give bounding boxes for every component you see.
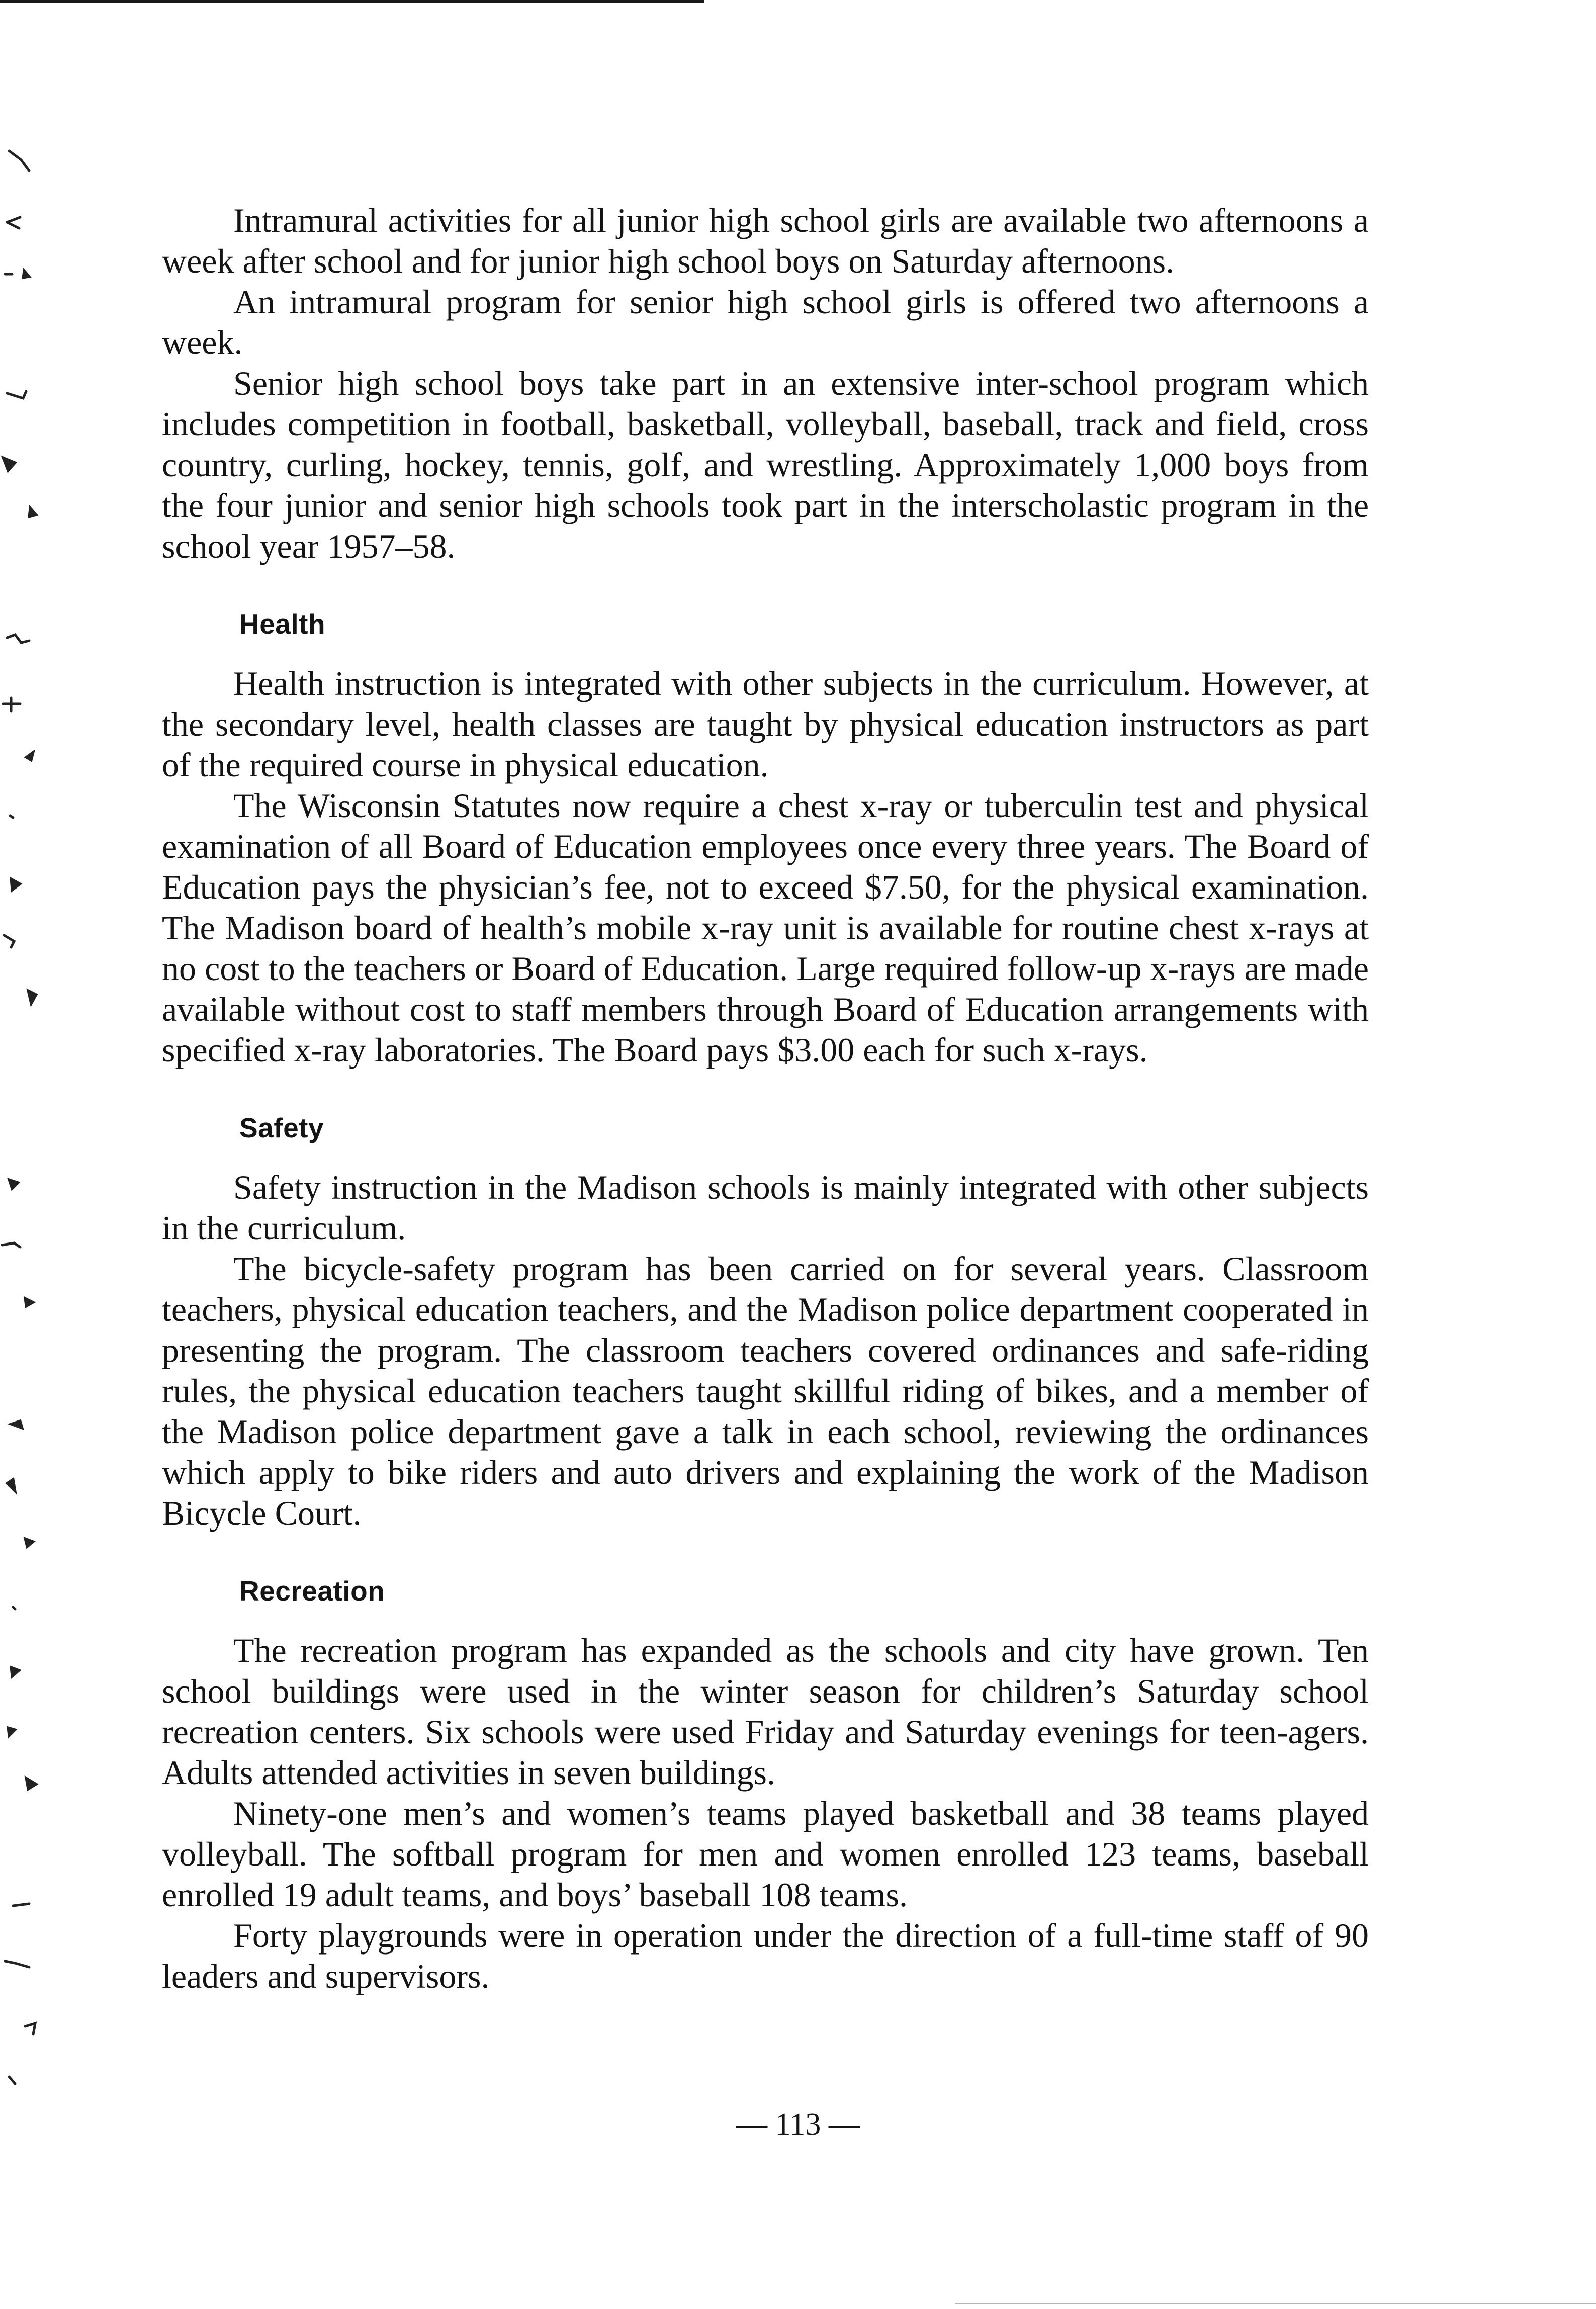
section-heading-health: Health	[239, 608, 326, 640]
safety-paragraph-2: The bicycle-safety program has been carried on for several years. Classroom teachers, physical education teachers, and the Madison police department cooperated in presenting the program. The classroom teachers covered ordinances and safe-riding rules, the physical education teachers taught skillful riding of bikes, and a member of the Madison police department gave a talk in each school, reviewing the ordinances which apply to bike riders and auto drivers and explaining the work of the Madison Bicycle Court.	[162, 1250, 1369, 1532]
section-safety	[162, 1112, 1369, 1534]
recreation-paragraph-1: The recreation program has expanded as the schools and city have grown. Ten school buildings were used in the winter season for children’s Saturday school recreation centers. Six schools were used Friday and Saturday evenings for teen-agers. Adults attended activities in seven buildings.	[162, 1631, 1369, 1792]
intro-paragraph-intramural-senior-girls: An intramural program for senior high school girls is offered two afternoons a week.	[162, 283, 1369, 362]
health-paragraph-1: Health instruction is integrated with other subjects in the curriculum. However, at the secondary level, health classes are taught by physical education instructors as part of the required course in physical education.	[162, 664, 1369, 784]
page-number: — 113 —	[736, 2107, 860, 2142]
section-heading-safety: Safety	[239, 1112, 324, 1143]
recreation-paragraph-2: Ninety-one men’s and women’s teams played basketball and 38 teams played volleyball. The softball program for men and women enrolled 123 teams, baseball enrolled 19 adult teams, and boys’ baseball 108 teams.	[162, 1794, 1369, 1914]
recreation-paragraph-3: Forty playgrounds were in operation under the direction of a full-time staff of 90 leaders and supervisors.	[162, 1916, 1369, 1995]
section-health	[162, 608, 1369, 1071]
bottom-edge-rule	[955, 2303, 1596, 2304]
section-recreation	[162, 1575, 1369, 1997]
intro-paragraph-intramural-junior: Intramural activities for all junior high school girls are available two afternoons a week after school and for junior high school boys on Saturday afternoons.	[162, 201, 1369, 280]
safety-paragraph-1: Safety instruction in the Madison schools is mainly integrated with other subjects in the curriculum.	[162, 1168, 1369, 1247]
margin-scan-marks	[0, 0, 70, 2309]
intro-paragraph-interscholastic: Senior high school boys take part in an extensive inter-school program which includes competition in football, basketball, volleyball, baseball, track and field, cross country, curling, hockey, tennis, golf, and wrestling. Approximately 1,000 boys from the four junior and senior high schools took part in the interscholastic program in the school year 1957–58.	[162, 364, 1369, 565]
page-body	[162, 200, 1369, 1997]
section-heading-recreation: Recreation	[239, 1575, 385, 1607]
top-edge-rule	[0, 0, 704, 3]
health-paragraph-2: The Wisconsin Statutes now require a chest x-ray or tuberculin test and physical examination of all Board of Education employees once every three years. The Board of Education pays the physician’s fee, not to exceed $7.50, for the physical examination. The Madison board of health’s mobile x-ray unit is available for routine chest x-rays at no cost to the teachers or Board of Education. Large required follow-up x-rays are made available without cost to staff members through Board of Education arrangements with specified x-ray laboratories. The Board pays $3.00 each for such x-rays.	[162, 786, 1369, 1069]
